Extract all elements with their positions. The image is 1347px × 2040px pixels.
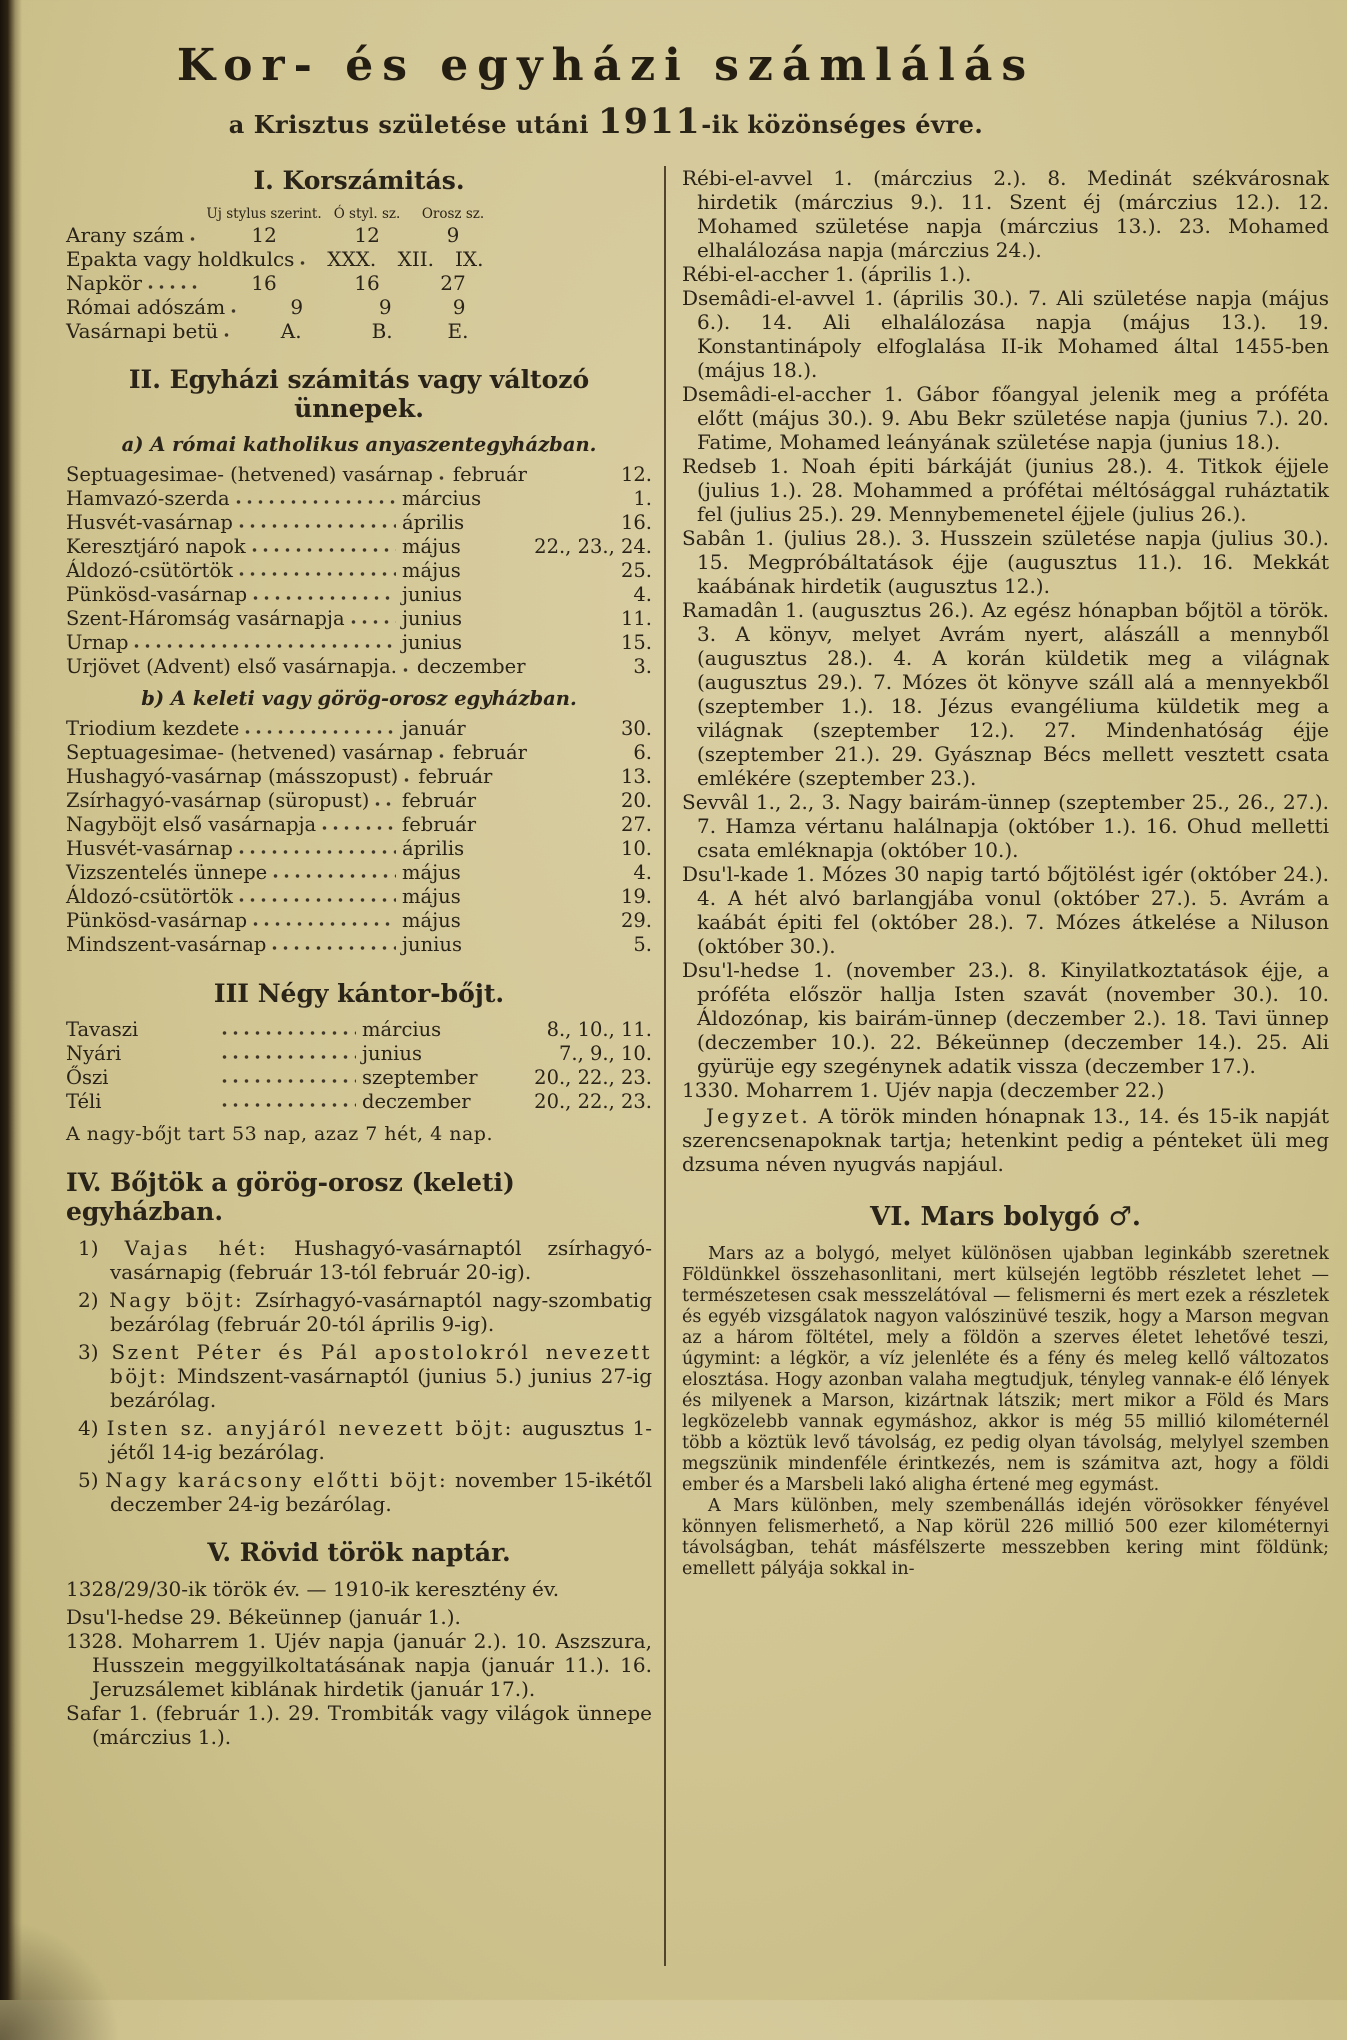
dot-leader — [222, 1070, 356, 1084]
item-number: 2) — [78, 1288, 99, 1312]
feast-day: 16. — [620, 511, 652, 534]
turkish-calendar-left — [66, 1605, 652, 1749]
feast-day: 15. — [620, 631, 652, 654]
dot-leader — [404, 769, 412, 783]
ember-fast-row — [66, 1066, 652, 1090]
item-lead: Nagy karácsony előtti böjt: — [105, 1468, 449, 1492]
dot-leader — [239, 841, 396, 855]
dot-leader — [300, 252, 308, 266]
feast-month: junius — [402, 933, 462, 956]
turkish-calendar-paragraph: 1328. Moharrem 1. Ujév napja (január 2.). 10. Aszszura, Husszein meggyilkoltatásának napja (január 11.). 16. Jeruzsálemet kiblának hirdetik (január 17.). — [66, 1629, 652, 1701]
feast-name: Áldozó-csütörtök — [66, 559, 233, 582]
feast-day: 19. — [620, 885, 652, 908]
dot-leader — [375, 793, 396, 807]
feast-row — [66, 631, 652, 655]
dot-leader — [403, 659, 411, 673]
dot-leader — [231, 300, 239, 314]
feast-name: Urnap — [66, 631, 129, 654]
jegyzet-note — [682, 1104, 1329, 1176]
fasting-item — [66, 1236, 652, 1284]
fast-days: 20., 22., 23. — [534, 1090, 652, 1113]
value-old-style: B. — [371, 319, 393, 343]
table-row — [66, 271, 496, 295]
feast-row — [66, 511, 652, 535]
fast-month: junius — [362, 1042, 422, 1065]
feast-month: január — [402, 717, 466, 740]
feast-name: Pünkösd-vasárnap — [66, 909, 248, 932]
subtitle-post: -ik közönséges évre. — [701, 110, 984, 139]
jegyzet-label: Jegyzet. — [706, 1104, 811, 1128]
subsection-b-heading: b) A keleti vagy görög-orosz egyházban. — [141, 687, 577, 710]
dot-leader — [222, 1022, 356, 1036]
item-lead: Szent Péter és Pál apostolokról nevezett böjt: — [110, 1340, 652, 1388]
value-russian: IX. — [455, 247, 484, 271]
feast-name: Keresztjáró napok — [66, 535, 246, 558]
fasting-item — [66, 1468, 652, 1516]
ember-fast-list — [66, 1018, 652, 1114]
subtitle-year: 1911 — [597, 101, 702, 142]
feast-month: junius — [402, 631, 462, 654]
turkish-calendar-paragraph: Dsu'l-hedse 29. Békeünnep (január 1.). — [66, 1605, 461, 1629]
feast-month: február — [452, 741, 527, 764]
feast-month: május — [402, 559, 461, 582]
mars-symbol-icon: ♂ — [1108, 1202, 1132, 1232]
feast-month: junius — [402, 583, 462, 606]
value-old-style: XII. — [397, 247, 434, 271]
feast-month: május — [402, 861, 461, 884]
turkish-calendar-paragraph: 1330. Moharrem 1. Ujév napja (deczember 22.) — [682, 1078, 1165, 1102]
dot-leader — [239, 515, 396, 529]
turkish-calendar-paragraph: Dsu'l-kade 1. Mózes 30 napig tartó bőjtölést igér (október 24.). 4. A hét alvó barlangjába vonul (október 27.). 5. Avrám a kaábát épiti fel (október 28.). 7. Mózes átkelése a Niluson (október 30.). — [682, 862, 1329, 958]
row-label: Epakta vagy holdkulcs — [66, 247, 295, 271]
feast-day: 25. — [620, 559, 652, 582]
table-row — [66, 319, 496, 343]
feast-day: 30. — [620, 717, 652, 740]
season-name: Nyári — [66, 1042, 122, 1065]
item-number: 5) — [78, 1468, 99, 1492]
feast-name: Septuagesimae- (hetvened) vasárnap — [66, 741, 433, 764]
fasting-item — [66, 1416, 652, 1464]
item-text: Mindszent-vasárnaptól (junius 5.) junius 27-ig bezárólag. — [110, 1364, 652, 1412]
dot-leader — [236, 491, 396, 505]
feast-month: április — [402, 837, 465, 860]
feast-row — [66, 789, 652, 813]
feast-name: Szent-Háromság vasárnapja — [66, 607, 345, 630]
value-new-style: XXX. — [327, 247, 377, 271]
subtitle-pre: a Krisztus születése utáni — [228, 110, 598, 139]
feast-row — [66, 861, 652, 885]
mars-article — [682, 1244, 1329, 1580]
dot-leader — [322, 817, 396, 831]
feast-day: 13. — [620, 765, 652, 788]
dot-leader — [134, 635, 396, 649]
page-title: Kor- és egyházi számlálás — [176, 40, 1036, 91]
feast-name: Áldozó-csütörtök — [66, 885, 233, 908]
greek-orthodox-feast-list — [66, 717, 652, 957]
feast-day: 29. — [620, 909, 652, 932]
turkish-calendar-paragraph: Rébi-el-accher 1. (április 1.). — [682, 262, 972, 286]
fast-month: március — [362, 1018, 442, 1041]
dot-leader — [239, 889, 396, 903]
value-new-style: A. — [280, 319, 302, 343]
turkish-calendar-paragraph: Safar 1. (február 1.). 29. Trombiták vagy világok ünnepe (márczius 1.). — [66, 1701, 652, 1749]
feast-day: 6. — [633, 741, 652, 764]
feast-row — [66, 741, 652, 765]
feast-month: junius — [402, 607, 462, 630]
turkish-calendar-paragraph: Sevvâl 1., 2., 3. Nagy bairám-ünnep (szeptember 25., 26., 27.). 7. Hamza vértanu halálnapja (október 1.). 16. Ohud melletti csata emléknapja (október 10.). — [682, 790, 1329, 862]
dot-leader — [439, 467, 447, 481]
feast-day: 10. — [620, 837, 652, 860]
feast-day: 22., 23., 24. — [534, 535, 652, 558]
dot-leader — [253, 913, 396, 927]
item-lead: Vajas hét: — [124, 1236, 269, 1260]
feast-month: március — [402, 487, 482, 510]
feast-row — [66, 765, 652, 789]
ember-fast-row — [66, 1042, 652, 1066]
dot-leader — [239, 563, 396, 577]
feast-name: Mindszent-vasárnap — [66, 933, 267, 956]
feast-row — [66, 607, 652, 631]
feast-name: Husvét-vasárnap — [66, 511, 233, 534]
row-label: Vasárnapi betü — [66, 319, 219, 343]
feast-row — [66, 909, 652, 933]
feast-day: 5. — [633, 933, 652, 956]
row-label: Arany szám — [66, 223, 185, 247]
season-name: Téli — [66, 1090, 102, 1113]
dot-leader — [439, 745, 447, 759]
feast-name: Triodium kezdete — [66, 717, 240, 740]
turkish-year-line: 1328/29/30-ik török év. — 1910-ik keresztény év. — [66, 1577, 560, 1601]
turkish-calendar-paragraph: Dsemâdi-el-accher 1. Gábor főangyal jelenik meg a próféta előtt (május 30.). 9. Abu Bekr születése napja (junius 7.). 20. Fatime, Mohamed leányának születése napja (junius 18.). — [682, 382, 1329, 454]
dot-leader — [273, 865, 396, 879]
mars-heading-period: . — [1131, 1202, 1141, 1232]
roman-catholic-feast-list — [66, 463, 652, 679]
feast-row — [66, 717, 652, 741]
korszamitas-table — [66, 205, 496, 343]
feast-month: február — [402, 789, 477, 812]
feast-month: május — [402, 885, 461, 908]
turkish-calendar-paragraph: Sabân 1. (julius 28.). 3. Husszein születése napja (julius 30.). 15. Megpróbáltatások éjje (augusztus 11.). 16. Mekkát kaábának hirdetik (augusztus 12.). — [682, 526, 1329, 598]
section-6-heading — [682, 1202, 1329, 1232]
feast-month: deczember — [416, 655, 526, 678]
dot-leader — [272, 937, 396, 951]
feast-name: Hushagyó-vasárnap (másszopust) — [66, 765, 399, 788]
jegyzet-text: A török minden hónapnak 13., 14. és 15-ik napját szerencsenapoknak tartja; hetenkint pedig a pénteket üli meg dzsuma néven nyugvás napjául. — [682, 1104, 1329, 1176]
feast-name: Urjövet (Advent) első vasárnapja. — [66, 655, 397, 678]
feast-day: 4. — [633, 583, 652, 606]
feast-row — [66, 933, 652, 957]
right-column — [666, 166, 1329, 1966]
feast-month: április — [402, 511, 465, 534]
mars-paragraph: Mars az a bolygó, melyet különösen ujabban leginkább szeretnek Földünkkel összehasonlitani, mert külsején legtöbb részletet lehet — természetesen csak messzelátóval — felismerni és mert ezek a részletek és egyéb vizsgálatok nagyon valószinüvé teszik, hogy a Marson megvan az a három föltétel, mely a földön a szerves életet lehetővé teszi, úgymint: a légkör, a víz jelenléte és a fény és meleg kellő változatos elosztása. Hogy azonban valaha megtudjuk, tényleg vannak-e élő lények és milyenek a Marson, kizártnak látszik; mert mikor a Föld és Mars legközelebb vannak egymáshoz, akkor is még 55 millió kilométernél több a köztük levő távolság, ez pedig olyan távolság, melylyel szemben megszünik mindenféle érintkezés, nem is számitva azt, hogy a földi ember és a Marsbeli lakó aligha értené meg egymást. — [682, 1244, 1329, 1495]
feast-row — [66, 837, 652, 861]
scan-left-edge — [0, 0, 22, 2000]
turkish-calendar-paragraph: Rébi-el-avvel 1. (márczius 2.). 8. Medinát székvárosnak hirdetik (márczius 9.). 11. Szent éj (márczius 12.). 12. Mohamed születése napja (márczius 13.). 23. Mohamed elhalálozása napja (márczius 24.). — [682, 166, 1329, 262]
mars-paragraph: A Mars különben, mely szembenállás idején vörösokker fényével könnyen felismerhető, a Nap körül 226 millió 500 ezer kilométernyi távolságban, tehát másfélszerte messzebben kering mint földünk; emellett pályája sokkal in- — [682, 1496, 1329, 1579]
feast-row — [66, 583, 652, 607]
fast-days: 8., 10., 11. — [546, 1018, 652, 1041]
fast-month: deczember — [362, 1090, 471, 1113]
feast-name: Pünkösd-vasárnap — [66, 583, 248, 606]
feast-name: Zsírhagyó-vasárnap (süropust) — [66, 789, 370, 812]
feast-name: Hamvazó-szerda — [66, 487, 230, 510]
feast-row — [66, 487, 652, 511]
item-text: Hushagyó-vasárnaptól zsírhagyó-vasárnapig (február 13-tól február 20-ig). — [110, 1236, 652, 1284]
fasting-item — [66, 1340, 652, 1412]
turkish-calendar-paragraph: Dsu'l-hedse 1. (november 23.). 8. Kinyilatkoztatások éjje, a próféta először hallja Isten szavát (november 30.). 10. Áldozónap, kis bairám-ünnep (deczember 2.). 18. Tavi ünnep (deczember 10.). 22. Békeünnep (deczember 14.). 25. Ali gyürüje egy szegénynek adatik vissza (deczember 17.). — [682, 958, 1329, 1078]
ember-fast-row — [66, 1090, 652, 1114]
header-spacer — [66, 205, 204, 223]
item-lead: Isten sz. anyjáról nevezett böjt: — [106, 1416, 514, 1440]
feast-month: május — [402, 535, 461, 558]
feast-row — [66, 655, 652, 679]
section-1-heading: I. Korszámitás. — [253, 166, 465, 195]
col-header-new-style: Uj stylus szerint. — [206, 206, 322, 222]
turkish-calendar-paragraph: Ramadân 1. (augusztus 26.). Az egész hónapban bőjtöl a török. 3. A könyv, melyet Avrám nyert, alászáll a mennyből (augusztus 28.). 4. A korán küldetik meg a világnak (augusztus 29.). 7. Mózes öt könyve száll alá a mennyekből (szeptember 1.). 18. Jézus evangéliuma küldetik meg a világnak (szeptember 12.). 27. Mindenhatóság éjje (szeptember 21.). 29. Gyásznap Bécs mellett vesztett csata emlékére (szeptember 23.). — [682, 598, 1329, 790]
value-old-style: 12 — [354, 223, 380, 247]
season-name: Tavaszi — [66, 1018, 139, 1041]
feast-row — [66, 463, 652, 487]
feast-month: február — [418, 765, 493, 788]
section-4-heading: IV. Bőjtök a görög-orosz (keleti) egyházban. — [66, 1168, 515, 1226]
item-text: Zsírhagyó-vasárnaptól nagy-szombatig bezárólag (február 20-tól április 9-ig). — [110, 1288, 652, 1336]
dot-leader — [224, 324, 232, 338]
dot-leader — [245, 721, 396, 735]
mars-heading-text: VI. Mars bolygó — [870, 1202, 1109, 1232]
dot-leader — [253, 587, 396, 601]
value-new-style: 16 — [251, 271, 277, 295]
turkish-calendar-paragraph: Dsemâdi-el-avvel 1. (április 30.). 7. Ali születése napja (május 6.). 14. Ali elhalálozása napja (május 13.). 19. Konstantinápoly elfoglalása II-ik Mohamed által 1455-ben (május 18.). — [682, 286, 1329, 382]
item-lead: Nagy böjt: — [109, 1288, 245, 1312]
feast-row — [66, 813, 652, 837]
ember-fast-row — [66, 1018, 652, 1042]
col-header-russian: Orosz sz. — [421, 206, 485, 222]
section-3-heading: III Négy kántor-bőjt. — [213, 979, 505, 1008]
feast-day: 20. — [620, 789, 652, 812]
dot-leader — [148, 276, 198, 290]
table-row — [66, 223, 496, 247]
kantor-note: A nagy-bőjt tart 53 nap, azaz 7 hét, 4 nap. — [66, 1123, 493, 1145]
dot-leader — [252, 539, 396, 553]
row-label: Napkör — [66, 271, 142, 295]
fasting-item — [66, 1288, 652, 1336]
feast-name: Vizszentelés ünnepe — [66, 861, 268, 884]
dot-leader — [222, 1094, 356, 1108]
value-russian: 9 — [452, 295, 466, 319]
dot-leader — [222, 1046, 356, 1060]
section-5-heading: V. Rövid török naptár. — [207, 1538, 511, 1567]
feast-name: Husvét-vasárnap — [66, 837, 233, 860]
table-row — [66, 295, 496, 319]
korszamitas-rows — [66, 223, 496, 343]
feast-month: május — [402, 909, 461, 932]
item-number: 3) — [78, 1340, 99, 1364]
page-header — [66, 40, 1146, 142]
value-new-style: 9 — [290, 295, 304, 319]
item-text: augusztus 1-jétől 14-ig bezárólag. — [110, 1416, 653, 1464]
value-new-style: 12 — [251, 223, 277, 247]
feast-day: 27. — [620, 813, 652, 836]
feast-month: február — [452, 463, 527, 486]
col-header-old-style: Ó styl. sz. — [333, 206, 401, 222]
subsection-a-heading: a) A római katholikus anyaszentegyházban. — [121, 433, 597, 456]
row-label: Római adószám — [66, 295, 226, 319]
turkish-calendar-right — [682, 166, 1329, 1102]
dot-leader — [190, 228, 198, 242]
item-number: 4) — [78, 1416, 99, 1440]
section-2-heading: II. Egyházi számitás vagy változó ünnepek. — [128, 365, 590, 423]
value-old-style: 9 — [378, 295, 392, 319]
table-row — [66, 247, 496, 271]
item-text: november 15-ikétől deczember 24-ig bezárólag. — [110, 1468, 653, 1516]
feast-name: Nagyböjt első vasárnapja — [66, 813, 317, 836]
feast-day: 11. — [620, 607, 652, 630]
turkish-calendar-paragraph: Redseb 1. Noah épiti bárkáját (junius 28.). 4. Titkok éjjele (julius 1.). 28. Mohammed a prófétai méltósággal ruháztatik fel (julius 25.). 29. Mennybemenetel éjjele (julius 26.). — [682, 454, 1329, 526]
fast-month: szeptember — [362, 1066, 478, 1089]
left-column — [66, 166, 664, 1966]
season-name: Őszi — [66, 1066, 109, 1089]
value-russian: 9 — [446, 223, 460, 247]
page-subtitle — [66, 101, 1146, 142]
fasting-list — [66, 1236, 652, 1516]
feast-name: Septuagesimae- (hetvened) vasárnap — [66, 463, 433, 486]
feast-day: 12. — [620, 463, 652, 486]
value-old-style: 16 — [354, 271, 380, 295]
two-column-layout — [66, 166, 1329, 1966]
feast-day: 1. — [633, 487, 652, 510]
fast-days: 7., 9., 10. — [558, 1042, 652, 1065]
feast-row — [66, 535, 652, 559]
feast-month: február — [402, 813, 477, 836]
item-number: 1) — [78, 1236, 99, 1260]
korszamitas-column-headers — [66, 205, 496, 223]
feast-day: 3. — [633, 655, 652, 678]
value-russian: E. — [447, 319, 469, 343]
value-russian: 27 — [440, 271, 466, 295]
dot-leader — [351, 611, 396, 625]
feast-row — [66, 559, 652, 583]
fast-days: 20., 22., 23. — [534, 1066, 652, 1089]
feast-day: 4. — [633, 861, 652, 884]
feast-row — [66, 885, 652, 909]
